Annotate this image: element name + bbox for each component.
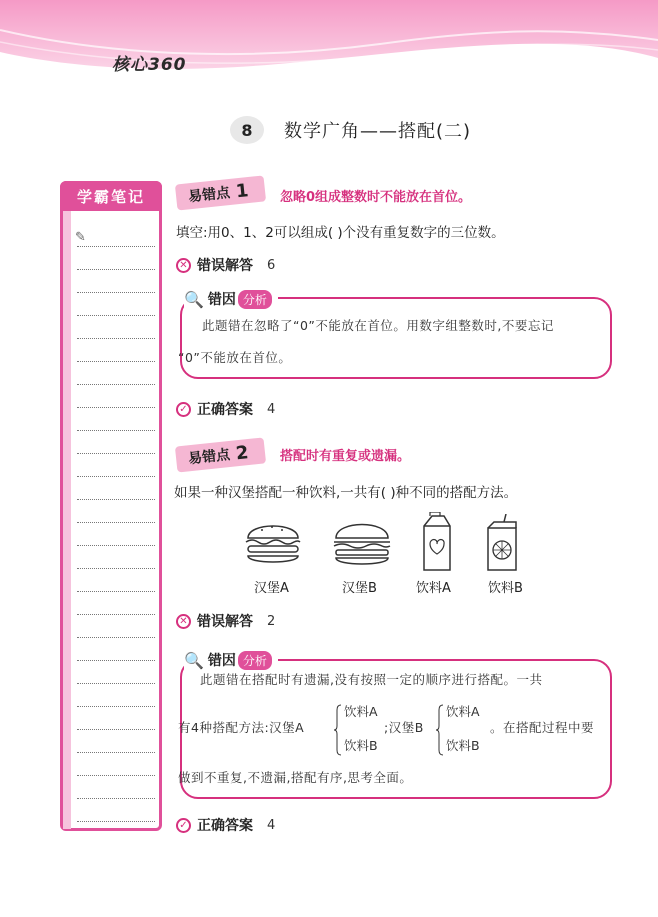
note-line — [77, 591, 155, 592]
note-line — [77, 476, 155, 477]
tag-label: 易错点 — [187, 447, 231, 468]
note-line — [77, 292, 155, 293]
note-line — [77, 545, 155, 546]
note-line — [77, 729, 155, 730]
analysis-subtitle: 分析 — [238, 290, 272, 309]
note-line — [77, 637, 155, 638]
analysis-text-2a: 此题错在搭配时有遗漏,没有按照一定的顺序进行搭配。一共 — [200, 672, 543, 687]
brace-icon — [334, 704, 342, 756]
tag-number: 1 — [234, 179, 250, 202]
notes-sidebar — [60, 181, 162, 831]
note-line — [77, 821, 155, 822]
item-label-hamburger-a: 汉堡A — [254, 581, 289, 596]
note-line — [77, 430, 155, 431]
wrong-icon: ✕ — [176, 258, 191, 273]
note-line — [77, 683, 155, 684]
note-line — [77, 614, 155, 615]
wrong-answer-row-2 — [176, 611, 275, 631]
right-label: 正确答案 — [197, 818, 253, 834]
brace-bottom: 饮料B — [344, 738, 378, 753]
header-banner — [0, 0, 658, 78]
note-line — [77, 775, 155, 776]
item-label-drink-a: 饮料A — [416, 581, 451, 596]
question-1: 填空:用0、1、2可以组成( )个没有重复数字的三位数。 — [176, 225, 505, 241]
analysis-text-2b-mid: ;汉堡B — [384, 720, 424, 735]
note-line — [77, 453, 155, 454]
note-line — [77, 660, 155, 661]
note-line — [77, 338, 155, 339]
pencil-icon: ✎ — [75, 230, 86, 245]
analysis-subtitle: 分析 — [238, 651, 272, 670]
analysis-text-2b-end: 。在搭配过程中要 — [490, 720, 595, 735]
right-answer-row-2 — [176, 815, 275, 835]
mistake-tag-2 — [175, 437, 266, 472]
item-label-hamburger-b: 汉堡B — [342, 581, 377, 596]
brace-bottom: 饮料B — [446, 738, 480, 753]
notes-side-strip — [63, 211, 71, 829]
drink-b-juice-box-icon — [482, 514, 522, 572]
analysis-text-2c: 做到不重复,不遗漏,搭配有序,思考全面。 — [178, 770, 413, 785]
brace-icon — [436, 704, 444, 756]
drink-a-carton-icon — [420, 512, 454, 572]
note-line — [77, 384, 155, 385]
mistake-description-2: 搭配时有重复或遗漏。 — [280, 449, 411, 464]
analysis-text-1b: “0”不能放在首位。 — [178, 350, 292, 365]
wrong-value: 6 — [267, 257, 276, 273]
note-line — [77, 706, 155, 707]
analysis-header-1 — [184, 289, 278, 309]
tag-number: 2 — [234, 441, 250, 464]
analysis-text-2b-start: 有4种搭配方法:汉堡A — [178, 720, 305, 735]
note-line — [77, 798, 155, 799]
analysis-title: 错因 — [207, 292, 236, 308]
tag-label: 易错点 — [187, 185, 231, 206]
note-line — [77, 499, 155, 500]
note-line — [77, 522, 155, 523]
right-answer-row-1 — [176, 399, 275, 419]
notes-title: 学霸笔记 — [60, 181, 162, 211]
mistake-tag-1 — [175, 175, 266, 210]
note-line — [77, 752, 155, 753]
wrong-label: 错误解答 — [197, 258, 253, 274]
right-value: 4 — [267, 401, 276, 417]
analysis-title: 错因 — [207, 653, 236, 669]
wrong-value: 2 — [267, 613, 276, 629]
brace-top: 饮料A — [446, 704, 480, 719]
note-line — [77, 246, 155, 247]
hamburger-a-icon — [242, 516, 304, 568]
chapter-title: 数学广角——搭配(二) — [284, 121, 472, 142]
magnifier-icon: 🔍 — [184, 289, 204, 309]
note-line — [77, 568, 155, 569]
hamburger-b-icon — [330, 516, 394, 568]
question-2: 如果一种汉堡搭配一种饮料,一共有( )种不同的搭配方法。 — [174, 485, 518, 501]
check-icon: ✓ — [176, 818, 191, 833]
note-line — [77, 315, 155, 316]
right-value: 4 — [267, 817, 276, 833]
wrong-answer-row-1 — [176, 255, 275, 275]
analysis-text-1a: 此题错在忽略了“0”不能放在首位。用数字组整数时,不要忘记 — [202, 318, 554, 333]
mistake-description-1: 忽略0组成整数时不能放在首位。 — [280, 190, 472, 205]
right-label: 正确答案 — [197, 402, 253, 418]
note-line — [77, 407, 155, 408]
note-line — [77, 361, 155, 362]
brace-top: 饮料A — [344, 704, 378, 719]
chapter-number: 8 — [230, 116, 264, 144]
wrong-icon: ✕ — [176, 614, 191, 629]
brand-logo: 核心360 — [112, 55, 187, 75]
magnifier-icon: 🔍 — [184, 650, 204, 670]
item-label-drink-b: 饮料B — [488, 581, 523, 596]
note-line — [77, 269, 155, 270]
wrong-label: 错误解答 — [197, 614, 253, 630]
check-icon: ✓ — [176, 402, 191, 417]
chapter-heading — [230, 116, 471, 144]
